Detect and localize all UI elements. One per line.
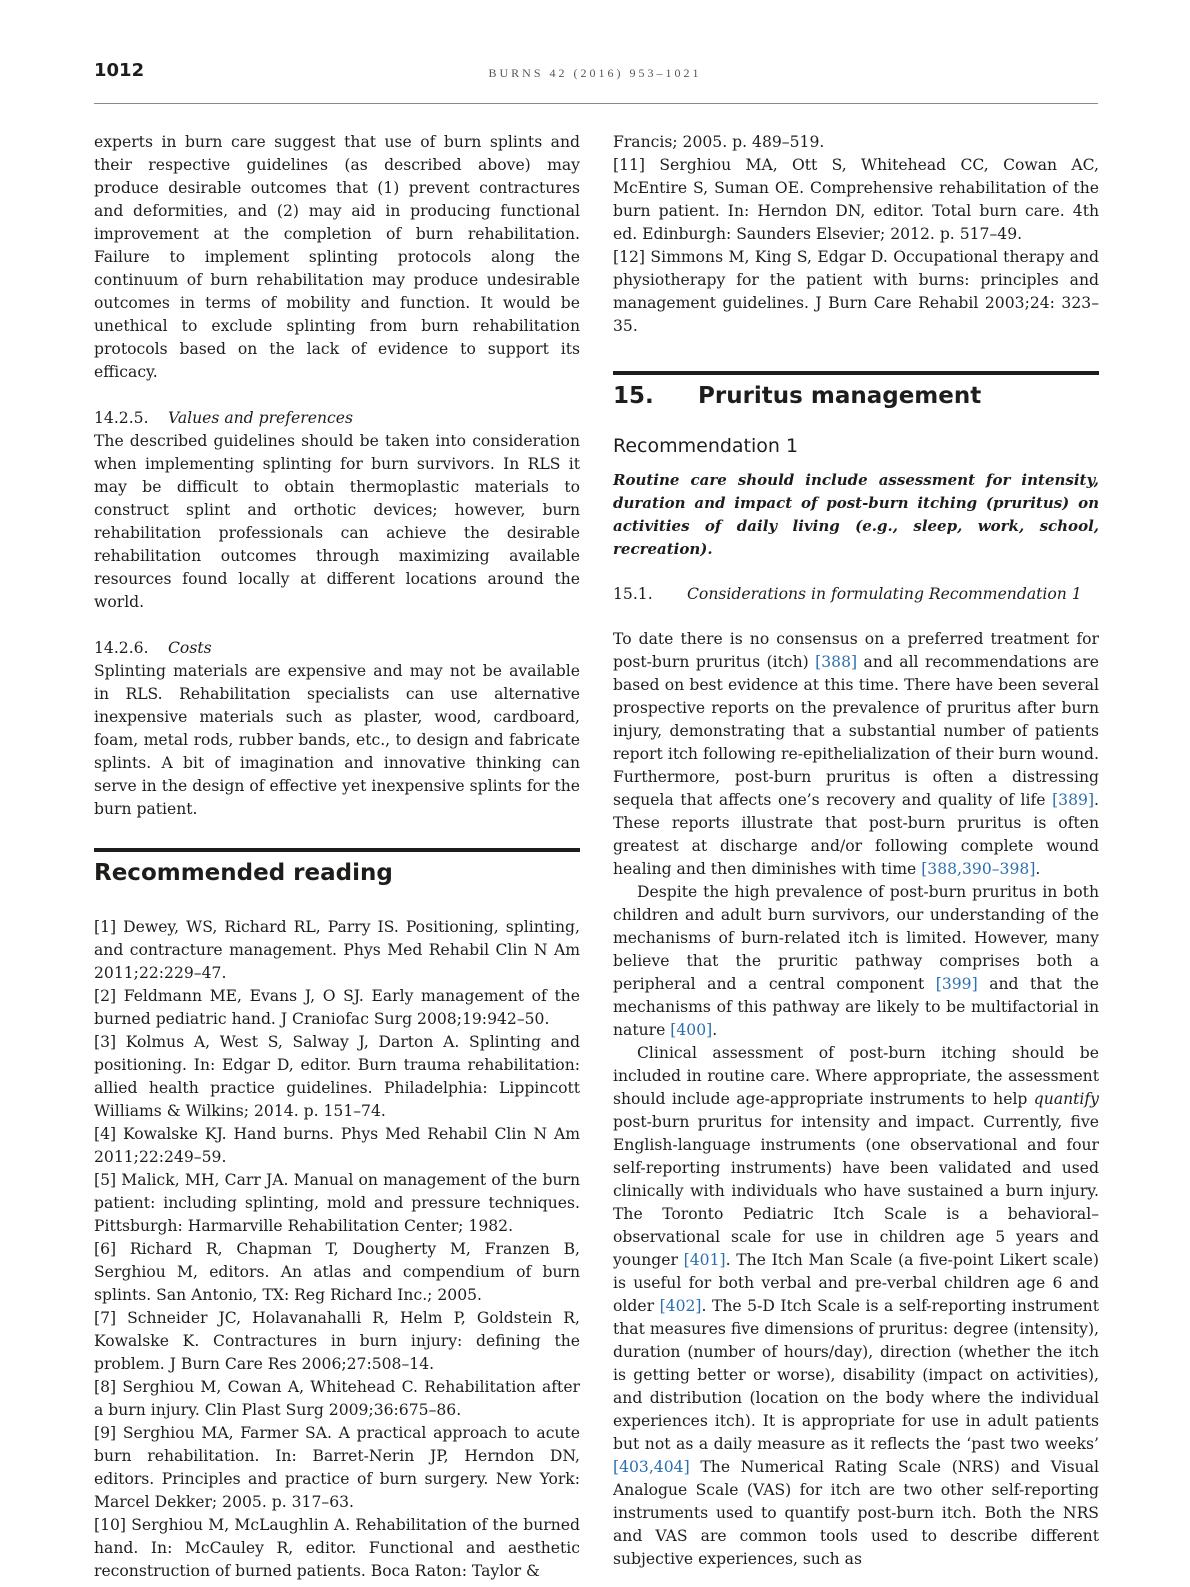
reference-item: [12] Simmons M, King S, Edgar D. Occupational therapy and physiotherapy for the patient with burns: principles and management guidelines. J Burn Care Rehabil 2003;24: 323–35. xyxy=(613,248,1099,335)
text-run: . The Itch Man Scale (a five-point Likert scale) is useful for both verbal and pre-verbal children age 6 and older xyxy=(613,1251,1099,1315)
citation-link[interactable]: [400] xyxy=(670,1021,713,1039)
text-run: and all recommendations are based on best evidence at this time. There have been several prospective reports on the prevalence of pruritus after burn injury, demonstrating that a substantial number of patients report itch following re-epithelialization of their burn wound. Furthermore, post-burn pruritus is often a distressing sequela that affects one’s recovery and quality of life xyxy=(613,653,1100,809)
values-paragraph: The described guidelines should be taken into consideration when implementing splinting for burn survivors. In RLS it may be difficult to obtain thermoplastic materials to construct splint and orthotic devices; however, burn rehabilitation professionals can achieve the desirable rehabilitation outcomes through maximizing available resources found locally at different locations around the world. xyxy=(94,432,580,611)
reference-item: [10] Serghiou M, McLaughlin A. Rehabilitation of the burned hand. In: McCauley R, editor. Functional and aesthetic reconstruction of burned patients. Boca Raton: Taylor & xyxy=(94,1516,580,1580)
reference-item: [2] Feldmann ME, Evans J, O SJ. Early management of the burned pediatric hand. J Craniofac Surg 2008;19:942–50. xyxy=(94,987,580,1028)
recommendation-text: Routine care should include assessment for intensity, duration and impact of post-burn itching (pruritus) on activities of daily living (e.g., sleep, work, school, recreation). xyxy=(613,471,1099,558)
reference-item: [4] Kowalske KJ. Hand burns. Phys Med Rehabil Clin N Am 2011;22:249–59. xyxy=(94,1125,580,1166)
text-run: . The 5-D Itch Scale is a self-reporting instrument that measures five dimensions of pruritus: degree (intensity), duration (number of hours/day), direction (whether the itch is getting better or worse), disability (impact on activities), and distribution (location on the body where the individual experiences itch). It is appropriate for use in adult patients but not as a daily measure as it reflects the ‘past two weeks’ xyxy=(613,1297,1100,1453)
page-number: 1012 xyxy=(94,60,145,81)
reference-item: [6] Richard R, Chapman T, Dougherty M, Franzen B, Serghiou M, editors. An atlas and compendium of burn splints. San Antonio, TX: Reg Richard Inc.; 2005. xyxy=(94,1240,580,1304)
reference-item: [5] Malick, MH, Carr JA. Manual on management of the burn patient: including splinting, mold and pressure techniques. Pittsburgh: Harmarville Rehabilitation Center; 1982. xyxy=(94,1171,580,1235)
costs-title: Costs xyxy=(168,639,212,657)
text-run: To date there is no consensus on a preferred treatment for post-burn pruritus (itch) xyxy=(613,630,1099,671)
text-run: . These reports illustrate that post-burn pruritus is often greatest at discharge and/or following complete wound healing and then diminishes with time xyxy=(613,791,1099,878)
text-run: . xyxy=(712,1021,718,1039)
header-rule xyxy=(94,103,1098,104)
section-heading xyxy=(613,381,1099,411)
text-run: Despite the high prevalence of post-burn pruritus in both children and adult burn survivors, our understanding of the mechanisms of burn-related itch is limited. However, many believe that the pruritic pathway comprises both a peripheral and a central component xyxy=(613,883,1099,993)
text-run: post-burn pruritus for intensity and impact. Currently, five English-language instruments (one observational and four self-reporting instruments) have been validated and used clinically with individuals who have sustained a burn injury. The Toronto Pediatric Itch Scale is a behavioral–observational scale for use in children age 5 years and younger xyxy=(613,1113,1099,1269)
intro-paragraph: experts in burn care suggest that use of burn splints and their respective guidelines (as described above) may produce desirable outcomes that (1) prevent contractures and deformities, and (2) may aid in producing functional improvement at the completion of burn rehabilitation. Failure to implement splinting protocols along the continuum of burn rehabilitation may produce undesirable outcomes in terms of mobility and function. It would be unethical to exclude splinting from burn rehabilitation protocols based on the lack of evidence to support its efficacy. xyxy=(94,133,580,381)
recommendation-heading: Recommendation 1 xyxy=(613,435,799,457)
reference-list xyxy=(94,916,580,1583)
reference-item: [9] Serghiou MA, Farmer SA. A practical approach to acute burn rehabilitation. In: Barret-Nerin JP, Herndon DN, editors. Principles and practice of burn surgery. New York: Marcel Dekker; 2005. p. 317–63. xyxy=(94,1424,580,1511)
pruritus-paragraph-3 xyxy=(613,1042,1099,1571)
costs-number: 14.2.6. xyxy=(94,639,149,657)
text-run: and that the mechanisms of this pathway are likely to be multifactorial in nature xyxy=(613,975,1099,1039)
pruritus-paragraph-1 xyxy=(613,628,1099,881)
reference-item: [11] Serghiou MA, Ott S, Whitehead CC, Cowan AC, McEntire S, Suman OE. Comprehensive rehabilitation of the burn patient. In: Herndon DN, editor. Total burn care. 4th ed. Edinburgh: Saunders Elsevier; 2012. p. 517–49. xyxy=(613,156,1099,243)
costs-paragraph: Splinting materials are expensive and may not be available in RLS. Rehabilitation specialists can use alternative inexpensive materials such as plaster, wood, cardboard, foam, metal rods, rubber bands, etc., to design and fabricate splints. A bit of imagination and innovative thinking can serve in the design of effective yet inexpensive splints for the burn patient. xyxy=(94,662,580,818)
left-column xyxy=(94,131,580,1583)
reference-item: [1] Dewey, WS, Richard RL, Parry IS. Positioning, splinting, and contracture management. Phys Med Rehabil Clin N Am 2011;22:229–47. xyxy=(94,918,580,982)
citation-link[interactable]: [402] xyxy=(659,1297,702,1315)
subsection-title: Considerations in formulating Recommendation 1 xyxy=(687,585,1082,603)
citation-link[interactable]: [388] xyxy=(815,653,858,671)
values-number: 14.2.5. xyxy=(94,409,149,427)
section-number: 15. xyxy=(613,383,654,409)
reference-item: [7] Schneider JC, Holavanahalli R, Helm P, Goldstein R, Kowalske K. Contractures in burn injury: defining the problem. J Burn Care Res 2006;27:508–14. xyxy=(94,1309,580,1373)
recommended-reading-heading: Recommended reading xyxy=(94,860,393,886)
citation-link[interactable]: [401] xyxy=(683,1251,726,1269)
right-column xyxy=(613,131,1099,1571)
reference-item: [8] Serghiou M, Cowan A, Whitehead C. Rehabilitation after a burn injury. Clin Plast Surg 2009;36:675–86. xyxy=(94,1378,580,1419)
values-title: Values and preferences xyxy=(168,409,353,427)
subsection-heading xyxy=(613,583,1099,606)
citation-link[interactable]: [399] xyxy=(935,975,978,993)
reference-item: Francis; 2005. p. 489–519. xyxy=(613,133,825,151)
section-title: Pruritus management xyxy=(698,383,982,409)
values-heading xyxy=(94,407,580,430)
citation-link[interactable]: [389] xyxy=(1052,791,1095,809)
subsection-number: 15.1. xyxy=(613,585,653,603)
reference-item: [3] Kolmus A, West S, Salway J, Darton A. Splinting and positioning. In: Edgar D, editor. Burn trauma rehabilitation: allied health practice guidelines. Philadelphia: Lippincott Williams & Wilkins; 2014. p. 151–74. xyxy=(94,1033,580,1120)
reference-list-continued xyxy=(613,131,1099,338)
text-run: The Numerical Rating Scale (NRS) and Visual Analogue Scale (VAS) for itch are two other self-reporting instruments used to quantify post-burn itch. Both the NRS and VAS are common tools used to describe different subjective experiences, such as xyxy=(613,1458,1099,1568)
emphasis-text: quantify xyxy=(1033,1090,1099,1108)
citation-link[interactable]: [388,390–398] xyxy=(921,860,1036,878)
costs-heading xyxy=(94,637,580,660)
pruritus-paragraph-2 xyxy=(613,881,1099,1042)
text-run: Clinical assessment of post-burn itching should be included in routine care. Where appropriate, the assessment should include age-appropriate instruments to help xyxy=(613,1044,1099,1108)
text-run: . xyxy=(1035,860,1041,878)
running-head: BURNS 42 (2016) 953–1021 xyxy=(488,66,702,80)
citation-link[interactable]: [403,404] xyxy=(613,1458,690,1476)
